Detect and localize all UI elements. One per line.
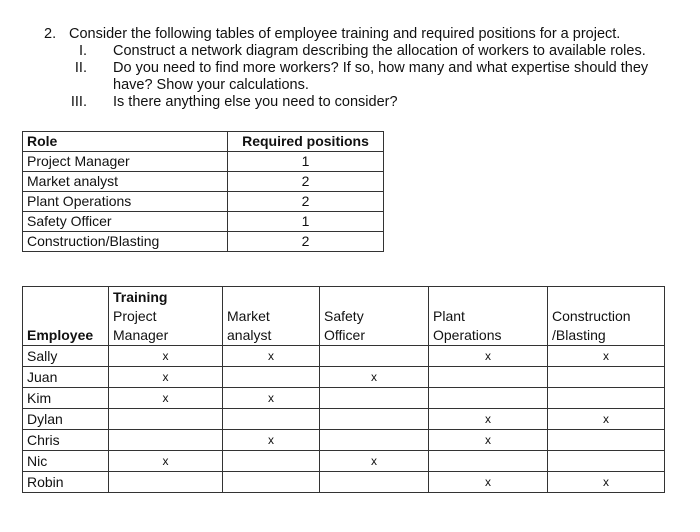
- table-row: [23, 346, 665, 367]
- training-mark: [548, 451, 665, 472]
- training-mark: x: [429, 346, 548, 367]
- training-mark: [320, 430, 429, 451]
- question-text: Consider the following tables of employee training and required positions for a project.: [69, 26, 621, 42]
- role-header: Role: [23, 132, 228, 152]
- training-mark: [223, 367, 320, 388]
- employee-cell: Robin: [23, 472, 109, 493]
- training-mark: [109, 472, 223, 493]
- training-mark: x: [548, 472, 665, 493]
- project-manager-header: [109, 287, 223, 346]
- training-mark: x: [223, 388, 320, 409]
- role-cell: Market analyst: [23, 172, 228, 192]
- table-row: [23, 232, 384, 252]
- positions-cell: 1: [228, 212, 384, 232]
- training-label: Training: [113, 289, 168, 305]
- training-mark: x: [548, 409, 665, 430]
- training-mark: x: [109, 367, 223, 388]
- table-row: [23, 388, 665, 409]
- table-row: [23, 409, 665, 430]
- market-analyst-header: [223, 287, 320, 346]
- training-mark: x: [223, 430, 320, 451]
- table-row: [23, 172, 384, 192]
- header-line: Market: [227, 308, 270, 324]
- question-block: [44, 26, 684, 111]
- training-mark: [320, 409, 429, 430]
- header-line: Operations: [433, 327, 502, 343]
- training-mark: x: [429, 472, 548, 493]
- training-table: [22, 286, 665, 493]
- construction-blasting-header: [548, 287, 665, 346]
- header-line: Plant: [433, 308, 465, 324]
- training-mark: [548, 367, 665, 388]
- sub-question-text: Construct a network diagram describing the allocation of workers to available roles.: [113, 43, 646, 59]
- positions-cell: 2: [228, 232, 384, 252]
- header-line: Officer: [324, 327, 365, 343]
- training-mark: [320, 388, 429, 409]
- training-mark: [223, 409, 320, 430]
- table-row: [23, 212, 384, 232]
- role-cell: Construction/Blasting: [23, 232, 228, 252]
- sub-question-text: Is there anything else you need to consider?: [113, 94, 398, 110]
- training-mark: x: [320, 367, 429, 388]
- training-mark: x: [429, 430, 548, 451]
- sub-question-1: [44, 43, 684, 60]
- role-cell: Plant Operations: [23, 192, 228, 212]
- training-mark: x: [429, 409, 548, 430]
- required-positions-header: Required positions: [228, 132, 384, 152]
- role-cell: Safety Officer: [23, 212, 228, 232]
- safety-officer-header: [320, 287, 429, 346]
- employee-cell: Nic: [23, 451, 109, 472]
- header-line: /Blasting: [552, 327, 606, 343]
- header-line: Safety: [324, 308, 364, 324]
- role-cell: Project Manager: [23, 152, 228, 172]
- employee-cell: Kim: [23, 388, 109, 409]
- sub-question-number: III.: [70, 94, 87, 110]
- training-mark: [429, 367, 548, 388]
- header-line: Manager: [113, 327, 169, 343]
- plant-operations-header: [429, 287, 548, 346]
- training-mark: x: [109, 346, 223, 367]
- question-number: 2.: [44, 26, 57, 42]
- training-mark: [109, 409, 223, 430]
- table-row: [23, 451, 665, 472]
- question-header: [44, 26, 684, 43]
- employee-header: Employee: [23, 287, 109, 346]
- header-line: Construction: [552, 308, 631, 324]
- training-mark: [429, 451, 548, 472]
- training-mark: [320, 346, 429, 367]
- positions-cell: 2: [228, 192, 384, 212]
- sub-question-text: Do you need to find more workers? If so, how many and what expertise should they have? Show your calculations.: [113, 60, 649, 93]
- training-mark: x: [548, 346, 665, 367]
- table-header-row: [23, 287, 665, 346]
- table-row: [23, 152, 384, 172]
- sub-question-2: [44, 60, 684, 94]
- employee-cell: Chris: [23, 430, 109, 451]
- training-mark: [429, 388, 548, 409]
- header-line: Project: [113, 308, 157, 324]
- training-mark: [223, 451, 320, 472]
- table-row: [23, 472, 665, 493]
- training-mark: [320, 472, 429, 493]
- training-mark: x: [320, 451, 429, 472]
- header-line: analyst: [227, 327, 272, 343]
- training-mark: [548, 430, 665, 451]
- sub-question-number: II.: [74, 60, 87, 76]
- training-mark: [109, 430, 223, 451]
- table-row: [23, 367, 665, 388]
- training-mark: x: [109, 451, 223, 472]
- training-mark: x: [223, 346, 320, 367]
- positions-cell: 2: [228, 172, 384, 192]
- table-row: [23, 192, 384, 212]
- employee-cell: Juan: [23, 367, 109, 388]
- sub-question-3: [44, 94, 684, 111]
- employee-cell: Dylan: [23, 409, 109, 430]
- roles-table: [22, 131, 384, 252]
- table-header-row: [23, 132, 384, 152]
- table-row: [23, 430, 665, 451]
- employee-cell: Sally: [23, 346, 109, 367]
- positions-cell: 1: [228, 152, 384, 172]
- training-mark: [223, 472, 320, 493]
- sub-question-number: I.: [78, 43, 87, 59]
- training-mark: [548, 388, 665, 409]
- training-mark: x: [109, 388, 223, 409]
